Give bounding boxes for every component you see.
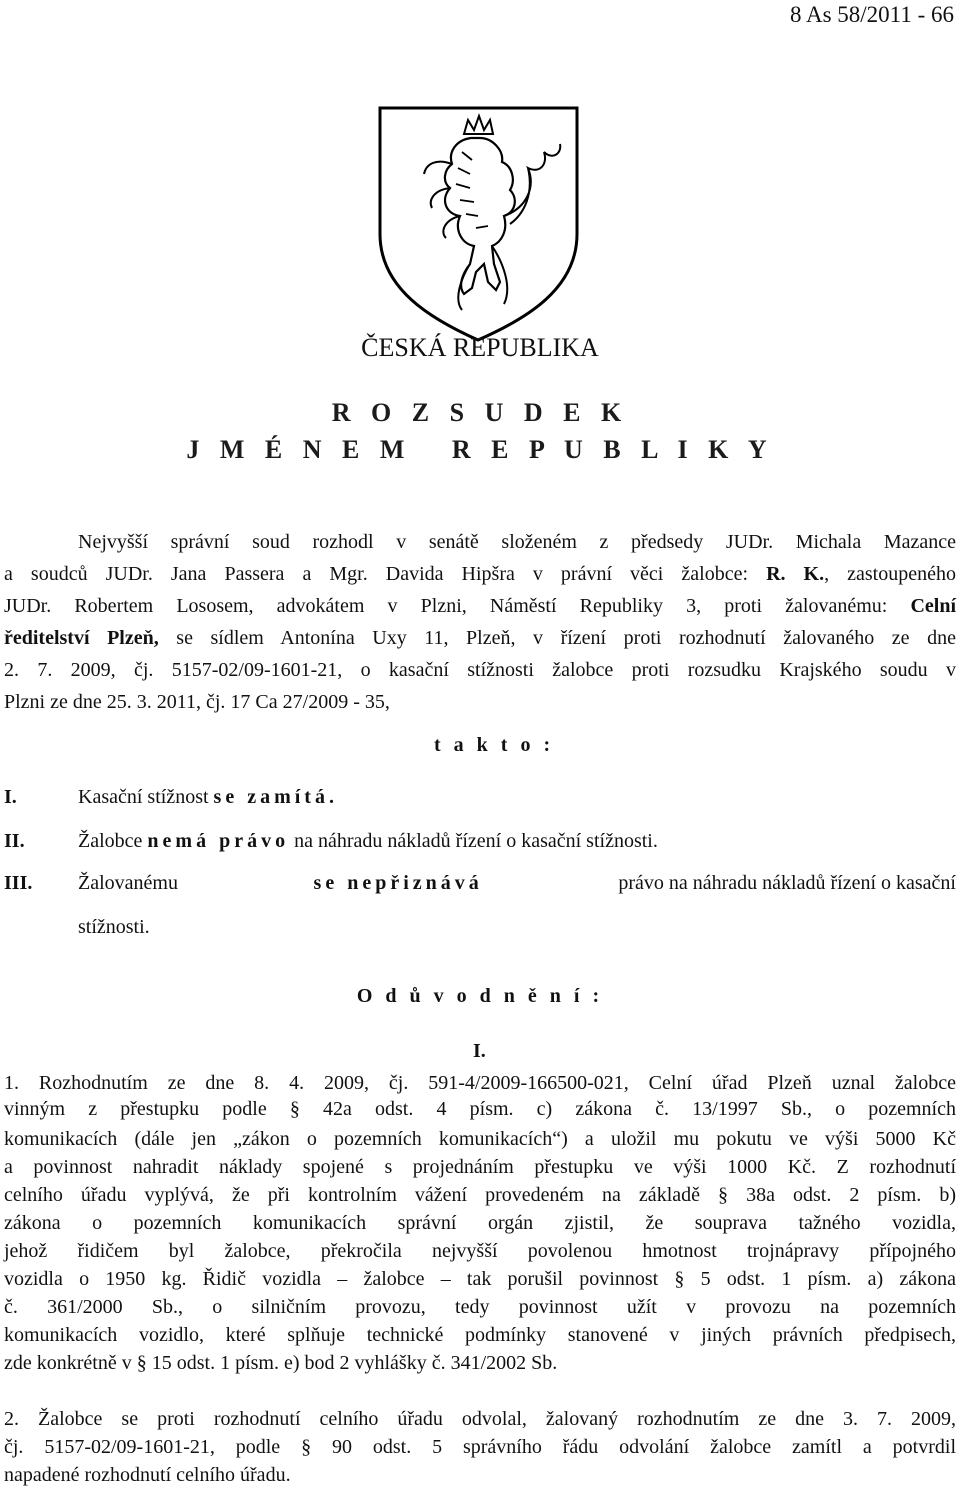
- intro-line: Plzni ze dne 25. 3. 2011, čj. 17 Ca 27/2009 - 35,: [4, 691, 390, 713]
- verdict-heading: R O Z S U D E K: [331, 398, 629, 427]
- paragraph-line: zákona o pozemních komunikacích správní orgán zjistil, že souprava tažného vozidla,: [4, 1212, 956, 1234]
- intro-line: a soudců JUDr. Jana Passera a Mgr. Davida Hipšra v právní věci žalobce: R. K., zastoupeného: [4, 563, 956, 585]
- holding-text: Žalobce nemá právo na náhradu nákladů řízení o kasační stížnosti.: [78, 830, 658, 852]
- intro-line: Nejvyšší správní soud rozhodl v senátě složeném z předsedy JUDr. Michala Mazance: [78, 531, 956, 553]
- intro-line: 2. 7. 2009, čj. 5157-02/09-1601-21, o kasační stížnosti žalobce proti rozsudku Krajského soudu v: [4, 659, 956, 681]
- paragraph-line: vinným z přestupku podle § 42a odst. 4 písm. c) zákona č. 13/1997 Sb., o pozemních: [4, 1098, 956, 1120]
- paragraph-line: 1. Rozhodnutím ze dne 8. 4. 2009, čj. 591-4/2009-166500-021, Celní úřad Plzeň uznal žalobce: [4, 1072, 956, 1094]
- paragraph-line: napadené rozhodnutí celního úřadu.: [4, 1464, 291, 1486]
- reasoning-heading: O d ů v o d n ě n í :: [356, 985, 604, 1007]
- plaintiff-name: R. K.: [766, 563, 825, 585]
- thus-heading: t a k t o :: [434, 734, 555, 756]
- paragraph-line: zde konkrétně v § 15 odst. 1 písm. e) bod 2 vyhlášky č. 341/2002 Sb.: [4, 1352, 558, 1374]
- paragraph-line: 2. Žalobce se proti rozhodnutí celního úřadu odvolal, žalovaný rozhodnutím ze dne 3. 7. 2009,: [4, 1408, 956, 1430]
- paragraph-line: a povinnost nahradit náklady spojené s projednáním přestupku ve výši 1000 Kč. Z rozhodnutí: [4, 1156, 956, 1178]
- holding-text: Žalovanému se nepřiznává právo na náhradu nákladů řízení o kasační: [78, 872, 956, 894]
- holding-text-continuation: stížnosti.: [78, 916, 150, 938]
- holding-text: Kasační stížnost se zamítá.: [78, 786, 338, 808]
- holding-number: I.: [4, 786, 17, 808]
- country-heading: ČESKÁ REPUBLIKA: [361, 333, 599, 362]
- paragraph-line: č. 361/2000 Sb., o silničním provozu, tedy povinnost užít v provozu na pozemních: [4, 1296, 956, 1318]
- paragraph-line: celního úřadu vyplývá, že při kontrolním vážení provedeném na základě § 38a odst. 2 písm. b): [4, 1184, 956, 1206]
- paragraph-line: komunikacích vozidlo, které splňuje technické podmínky stanovené v jiných právních předpisech,: [4, 1324, 956, 1346]
- paragraph-line: vozidla o 1950 kg. Řidič vozidla – žalobce – tak porušil povinnost § 5 odst. 1 písm. a) zákona: [4, 1268, 956, 1290]
- holding-number: II.: [4, 830, 25, 852]
- intro-line: JUDr. Robertem Lososem, advokátem v Plzni, Náměstí Republiky 3, proti žalovanému: Celní: [4, 595, 956, 617]
- paragraph-line: komunikacích (dále jen „zákon o pozemních komunikacích“) a uložil mu pokutu ve výši 5000 Kč: [4, 1128, 956, 1150]
- defendant-name: Celní: [910, 595, 956, 617]
- case-number: 8 As 58/2011 - 66: [790, 2, 954, 27]
- paragraph-line: čj. 5157-02/09-1601-21, podle § 90 odst. 5 správního řádu odvolání žalobce zamítl a potvrdil: [4, 1436, 956, 1458]
- holding-number: III.: [4, 872, 33, 894]
- part-label: I.: [473, 1040, 486, 1062]
- intro-line: ředitelství Plzeň, se sídlem Antonína Uxy 11, Plzeň, v řízení proti rozhodnutí žalovaného ze dne: [4, 627, 956, 649]
- in-name-of-republic-heading: J M É N E M R E P U B L I K Y: [186, 435, 774, 464]
- paragraph-line: jehož řidičem byl žalobce, překročila nejvyšší povolenou hmotnost trojnápravy přípojného: [4, 1240, 956, 1262]
- coat-of-arms-icon: [376, 104, 581, 344]
